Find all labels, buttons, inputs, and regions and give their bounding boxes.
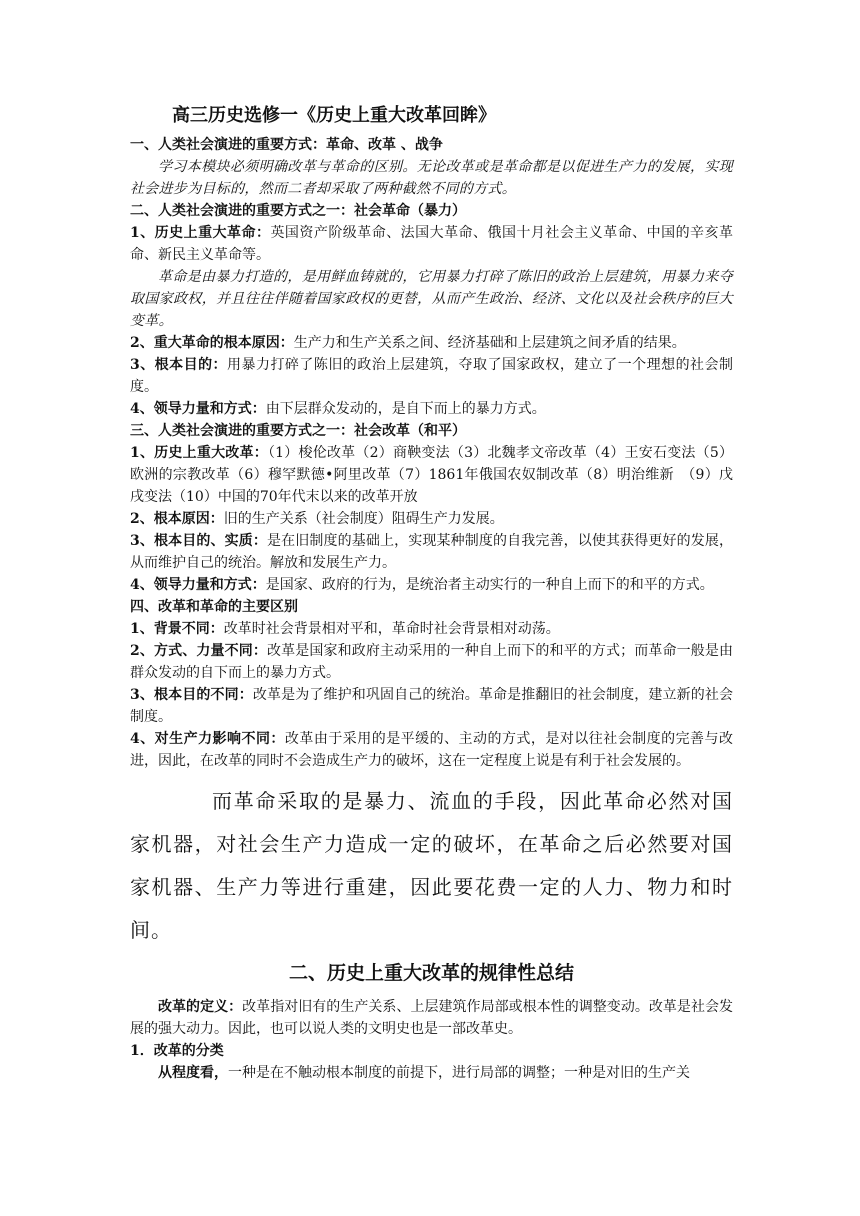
section-4-item-2: [130, 640, 733, 684]
item-text: 改革是为了维护和巩固自己的统治。革命是推翻旧的社会制度，建立新的社会制度。: [130, 687, 733, 725]
section-2-item-1: [130, 222, 733, 266]
section-4-item-1: [130, 618, 733, 640]
degree-text: 一种是在不触动根本制度的前提下，进行局部的调整；一种是对旧的生产关: [228, 1065, 690, 1081]
reform-classification-heading: 1．改革的分类: [130, 1043, 224, 1059]
item-text: 是国家、政府的行为，是统治者主动实行的一种自上而下的和平的方式。: [265, 577, 714, 593]
document-title: 高三历史选修一《历史上重大改革回眸》: [172, 105, 496, 126]
item-label: 4、领导力量和方式：: [130, 577, 266, 593]
section-2-heading: 二、人类社会演进的重要方式之一：社会革命（暴力）: [130, 203, 466, 219]
item-label: 1、历史上重大改革：: [130, 445, 268, 461]
part-2-heading: 二、历史上重大改革的规律性总结: [288, 962, 574, 984]
reform-definition: [130, 996, 733, 1040]
item-label: 3、根本目的不同：: [130, 687, 253, 703]
degree-label: 从程度看，: [158, 1065, 228, 1081]
item-text: 是在旧制度的基础上，实现某种制度的自我完善，以使其获得更好的发展，从而维护自己的统治。解放和发展生产力。: [130, 533, 733, 571]
section-2-item-3: [130, 354, 733, 398]
item-label: 2、方式、力量不同：: [130, 643, 267, 659]
item-text: （1）梭伦改革（2）商鞅变法（3）北魏孝文帝改革（4）王安石变法（5）欧洲的宗教改革（6）穆罕默德•阿里改革（7）1861年俄国农奴制改革（8）明治维新 （9）戊戌变法（10）中国的70年代末以来的改革开放: [130, 445, 733, 505]
section-3-item-1: [130, 442, 733, 508]
item-text: 用暴力打碎了陈旧的政治上层建筑，夺取了国家政权，建立了一个理想的社会制度。: [130, 357, 733, 395]
definition-label: 改革的定义：: [158, 999, 243, 1015]
section-3-item-3: [130, 530, 733, 574]
item-label: 3、根本目的：: [130, 357, 228, 373]
item-label: 4、对生产力影响不同：: [130, 731, 285, 747]
item-text: 旧的生产关系（社会制度）阻碍生产力发展。: [223, 511, 504, 527]
section-2-item-2: [130, 332, 733, 354]
item-text: 改革由于采用的是平缓的、主动的方式，是对以往社会制度的完善与改进，因此，在改革的同时不会造成生产力的破坏，这在一定程度上说是有利于社会发展的。: [130, 731, 733, 769]
item-text: 由下层群众发动的，是自下而上的暴力方式。: [265, 401, 546, 417]
item-label: 3、根本目的、实质：: [130, 533, 267, 549]
item-label: 2、重大革命的根本原因：: [130, 335, 294, 351]
section-2-item-4: [130, 398, 733, 420]
item-label: 1、历史上重大革命：: [130, 225, 271, 241]
item-label: 2、根本原因：: [130, 511, 224, 527]
section-4-heading: 四、改革和革命的主要区别: [130, 599, 298, 615]
item-text: 改革是国家和政府主动采用的一种自上而下的和平的方式；而革命一般是由群众发动的自下而上的暴力方式。: [130, 643, 733, 681]
section-3-item-2: [130, 508, 733, 530]
section-1-heading: 一、人类社会演进的重要方式：革命、改革 、战争: [130, 137, 443, 153]
definition-text: 改革指对旧有的生产关系、上层建筑作局部或根本性的调整变动。改革是社会发展的强大动力。因此，也可以说人类的文明史也是一部改革史。: [130, 999, 734, 1037]
large-paragraph-text: 而革命采取的是暴力、流血的手段，因此革命必然对国家机器，对社会生产力造成一定的破坏，在革命之后必然要对国家机器、生产力等进行重建，因此要花费一定的人力、物力和时间。: [130, 789, 733, 942]
large-paragraph: [130, 780, 733, 952]
section-1-paragraph: 学习本模块必须明确改革与革命的区别。无论改革或是革命都是以促进生产力的发展，实现社会进步为目标的，然而二者却采取了两种截然不同的方式。: [130, 159, 733, 197]
item-text: 英国资产阶级革命、法国大革命、俄国十月社会主义革命、中国的辛亥革命、新民主义革命等。: [130, 225, 733, 263]
item-label: 4、领导力量和方式：: [130, 401, 266, 417]
document-body: [130, 104, 733, 1084]
section-3-heading: 三、人类社会演进的重要方式之一：社会改革（和平）: [130, 423, 466, 439]
section-2-paragraph: 革命是由暴力打造的，是用鲜血铸就的，它用暴力打碎了陈旧的政治上层建筑，用暴力来夺取国家政权，并且往往伴随着国家政权的更替，从而产生政治、经济、文化以及社会秩序的巨大变革。: [130, 269, 733, 329]
reform-degree-paragraph: [130, 1062, 733, 1084]
item-label: 1、背景不同：: [130, 621, 224, 637]
item-text: 生产力和生产关系之间、经济基础和上层建筑之间矛盾的结果。: [293, 335, 686, 351]
item-text: 改革时社会背景相对平和，革命时社会背景相对动荡。: [223, 621, 560, 637]
section-3-item-4: [130, 574, 733, 596]
section-4-item-4: [130, 728, 733, 772]
section-4-item-3: [130, 684, 733, 728]
